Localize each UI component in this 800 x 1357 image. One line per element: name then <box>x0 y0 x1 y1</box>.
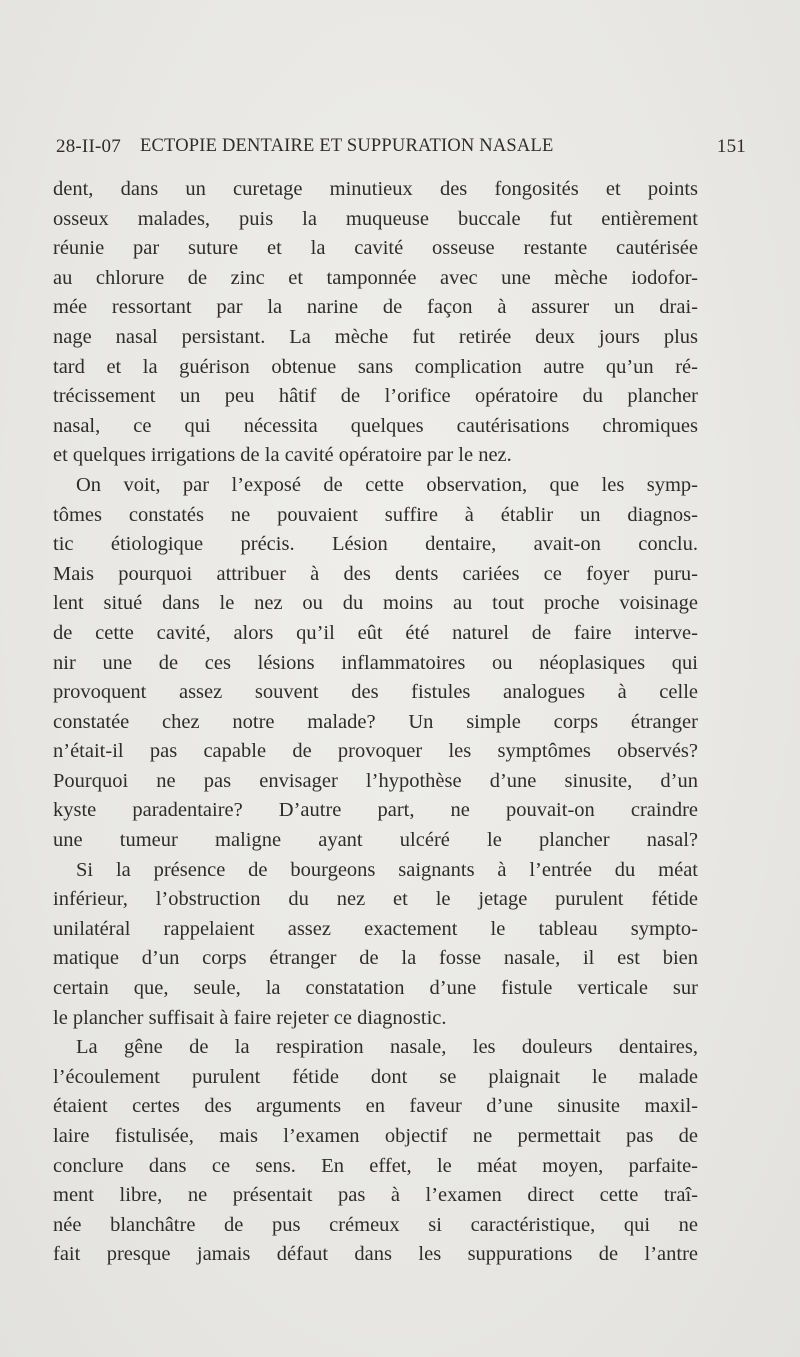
text-line: inférieur, l’obstruction du nez et le jetage purulent fétide <box>53 888 698 911</box>
text-line: l’écoulement purulent fétide dont se plaignait le malade <box>53 1065 698 1088</box>
text-line: provoquent assez souvent des fistules analogues à celle <box>53 681 698 704</box>
header-title: ECTOPIE DENTAIRE ET SUPPURATION NASALE <box>140 136 554 156</box>
text-line: matique d’un corps étranger de la fosse nasale, il est bien <box>53 947 698 970</box>
text-line: au chlorure de zinc et tamponnée avec une mèche iodofor- <box>53 266 698 289</box>
text-line: tic étiologique précis. Lésion dentaire, avait-on conclu. <box>53 533 698 556</box>
text-line: tômes constatés ne pouvaient suffire à établir un diagnos- <box>53 503 698 526</box>
text-line: de cette cavité, alors qu’il eût été naturel de faire interve- <box>53 621 698 644</box>
text-line: constatée chez notre malade? Un simple corps étranger <box>53 710 698 733</box>
text-line: fait presque jamais défaut dans les suppurations de l’antre <box>53 1243 698 1266</box>
body-text <box>53 175 698 1270</box>
text-line: unilatéral rappelaient assez exactement le tableau sympto- <box>53 917 698 940</box>
text-line: étaient certes des arguments en faveur d’une sinusite maxil- <box>53 1095 698 1118</box>
text-line: nasal, ce qui nécessita quelques cautérisations chromiques <box>53 414 698 437</box>
text-line: une tumeur maligne ayant ulcéré le plancher nasal? <box>53 829 698 852</box>
text-line: laire fistulisée, mais l’examen objectif ne permettait pas de <box>53 1125 698 1147</box>
text-line: nir une de ces lésions inflammatoires ou néoplasiques qui <box>53 651 698 674</box>
text-line: ment libre, ne présentait pas à l’examen direct cette traî- <box>53 1184 698 1207</box>
text-line: kyste paradentaire? D’autre part, ne pouvait-on craindre <box>53 799 698 822</box>
text-line: osseux malades, puis la muqueuse buccale fut entièrement <box>53 207 698 230</box>
text-line: Si la présence de bourgeons saignants à l’entrée du méat <box>76 858 698 881</box>
text-line: conclure dans ce sens. En effet, le méat moyen, parfaite- <box>53 1154 698 1177</box>
text-line: certain que, seule, la constatation d’une fistule verticale sur <box>53 977 698 1000</box>
text-line: réunie par suture et la cavité osseuse restante cautérisée <box>53 237 698 260</box>
text-line: tard et la guérison obtenue sans complication autre qu’un ré- <box>53 355 698 378</box>
text-line: Mais pourquoi attribuer à des dents cariées ce foyer puru- <box>53 562 698 585</box>
page-number: 151 <box>716 136 746 157</box>
header-date: 28-II-07 <box>56 136 121 157</box>
text-line: le plancher suffisait à faire rejeter ce diagnostic. <box>53 1006 447 1029</box>
text-line: n’était-il pas capable de provoquer les symptômes observés? <box>53 740 698 763</box>
running-head <box>56 136 746 166</box>
text-line: Pourquoi ne pas envisager l’hypothèse d’une sinusite, d’un <box>53 769 698 792</box>
text-line: trécissement un peu hâtif de l’orifice opératoire du plancher <box>53 385 698 408</box>
text-line: lent situé dans le nez ou du moins au tout proche voisinage <box>53 592 698 615</box>
text-line: La gêne de la respiration nasale, les douleurs dentaires, <box>76 1036 698 1059</box>
text-line: dent, dans un curetage minutieux des fongosités et points <box>53 178 698 200</box>
text-line: mée ressortant par la narine de façon à assurer un drai- <box>53 296 698 319</box>
text-line: nage nasal persistant. La mèche fut retirée deux jours plus <box>53 325 698 348</box>
text-line: et quelques irrigations de la cavité opératoire par le nez. <box>53 444 512 467</box>
text-line: née blanchâtre de pus crémeux si caractéristique, qui ne <box>53 1213 698 1236</box>
text-line: On voit, par l’exposé de cette observation, que les symp- <box>76 473 698 496</box>
